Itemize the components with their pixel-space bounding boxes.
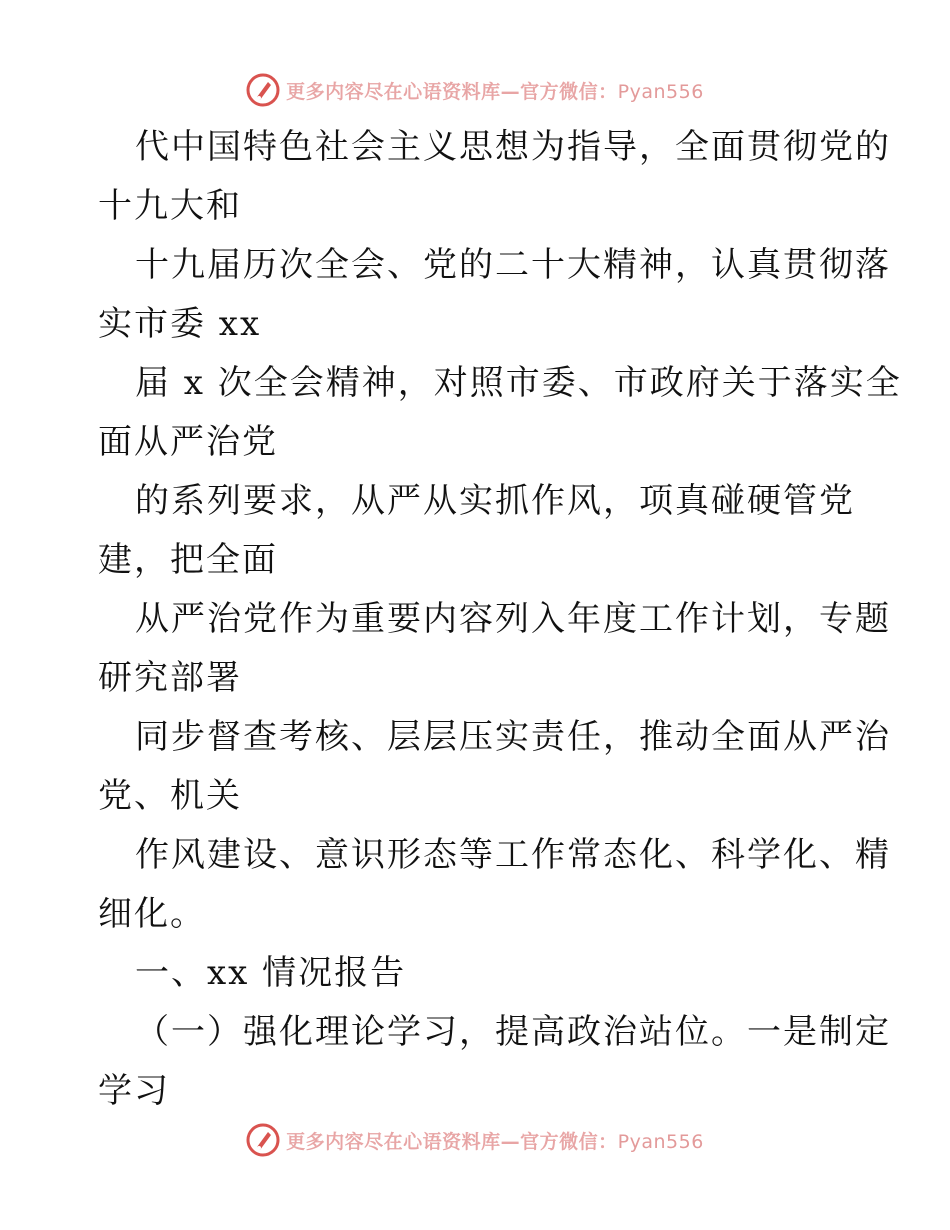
text-line: 面从严治党 <box>98 422 278 462</box>
document-body <box>98 118 902 1121</box>
text-line: 十九大和 <box>98 186 242 226</box>
text-line: 建，把全面 <box>98 540 278 580</box>
text-line: 学习 <box>98 1071 170 1111</box>
text-line: （一）强化理论学习，提高政治站位。一是制定 <box>135 1012 891 1052</box>
pen-nib-logo-icon <box>246 73 280 107</box>
text-line: 从严治党作为重要内容列入年度工作计划，专题 <box>135 599 891 639</box>
watermark-text: 更多内容尽在心语资料库—官方微信： <box>286 1130 618 1153</box>
text-line: 一、xx 情况报告 <box>135 953 407 993</box>
text-line: 的系列要求，从严从实抓作风，项真碰硬管党 <box>135 481 855 521</box>
text-line: 党、机关 <box>98 776 242 816</box>
text-line: 细化。 <box>98 894 206 934</box>
text-line: 作风建设、意识形态等工作常态化、科学化、精 <box>135 835 891 875</box>
text-line: 实市委 xx <box>98 304 262 344</box>
watermark-wechat-id: Pyan556 <box>617 1130 704 1153</box>
header-watermark <box>0 70 950 110</box>
text-line: 代中国特色社会主义思想为指导，全面贯彻党的 <box>135 127 891 167</box>
text-line: 届 x 次全会精神，对照市委、市政府关于落实全 <box>135 363 902 403</box>
pen-nib-logo-icon <box>246 1123 280 1157</box>
text-line: 研究部署 <box>98 658 242 698</box>
watermark-text: 更多内容尽在心语资料库—官方微信： <box>286 80 618 103</box>
watermark-wechat-id: Pyan556 <box>617 80 704 103</box>
footer-watermark <box>0 1120 950 1160</box>
text-line: 同步督查考核、层层压实责任，推动全面从严治 <box>135 717 891 757</box>
text-line: 十九届历次全会、党的二十大精神，认真贯彻落 <box>135 245 891 285</box>
